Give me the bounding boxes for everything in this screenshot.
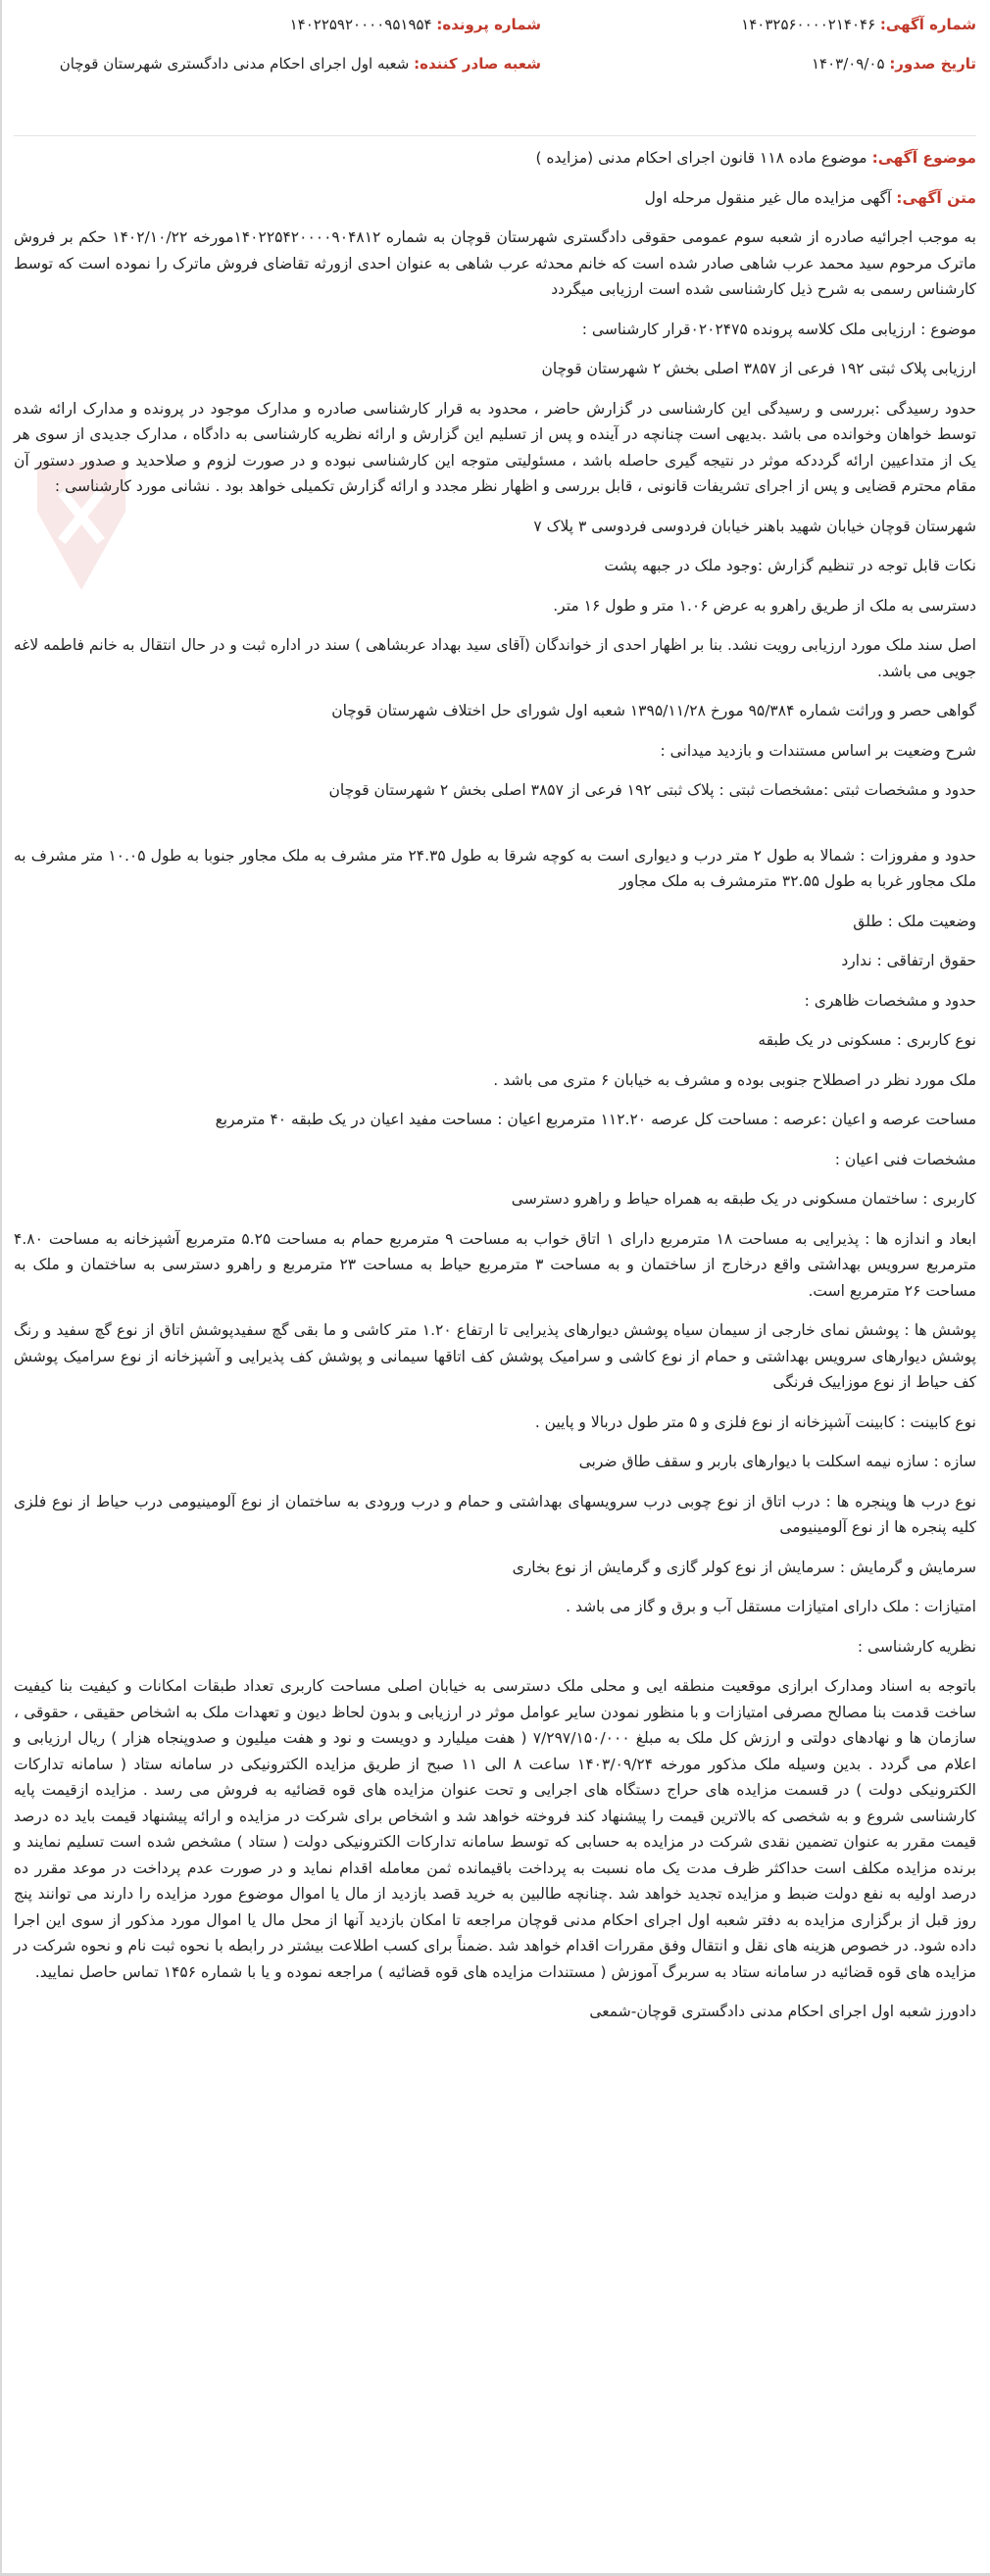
paragraph-hvac: سرمایش و گرمایش : سرمایش از نوع کولر گازی و گرمایش از نوع بخاری — [512, 1558, 976, 1576]
issuer-label: شعبه صادر کننده: — [414, 55, 541, 73]
paragraph-ownership: وضعیت ملک : طلق — [853, 912, 976, 930]
issuer: شعبه اول اجرای احکام مدنی دادگستری شهرستان قوچان — [59, 55, 410, 73]
paragraph-opinion: باتوجه به اسناد ومدارک ابرازی موقعیت منطقه ایی و محلی ملک دسترسی به خیابان اصلی مساحت کاربری تعداد طبقات امکانات و کیفیت بنا کیفیت ساخت قدمت بنا مصالح مصرفی امتیازات و با منظور نمودن سایر عوامل موثر در ارزیابی و بدون لحاظ دیون و تعهدات ملک به اشخاص حقیقی ، حقوقی ، سازمان ها و نهادهای دولتی و ارزش کل ملک به مبلغ ۷/۲۹۷/۱۵۰/۰۰۰ ( هفت میلیارد و دویست و نود و هفت میلیون و صدوپنجاه هزار ) ریال ارزیابی و اعلام می گردد . بدین وسیله ملک مذکور مورخه ۱۴۰۳/۰۹/۲۴ ساعت ۸ الی ۱۱ صبح از طریق مزایده الکترونیکی در سامانه ستاد ( سامانه تدارکات الکترونیکی دولت ) در قسمت مزایده های حراج دستگاه های اجرایی و تحت عنوان مزایده های قوه قضائیه به فروش می رسد . مزایده ازقیمت پایه کارشناسی شروع و به شخصی که بالاترین قیمت را پیشنهاد کند فروخته خواهد شد و اشخاص برای شرکت در مزایده و ارائه پیشنهاد قیمت باید ده درصد قیمت مقرر به عنوان تضمین نقدی شرکت در مزایده به حسابی که توسط سامانه تدارکات الکترونیکی دولت ( ستاد ) مشخص شده است تسلیم نمایند و برنده مزایده مکلف است حداکثر ظرف مدت یک ماه نسبت به پرداخت باقیمانده ثمن معامله اقدام نماید و در صورت عدم پرداخت در موعد مقرر ده درصد اولیه به نفع دولت ضبط و مزایده تجدید خواهد شد .چنانچه طالبین به خرید قصد بازدید از مال یا اموال موضوع مورد مزایده را دارند می توانند پنج روز قبل از برگزاری مزایده به دفتر شعبه اول اجرای احکام مدنی قوچان مراجعه تا امکان بازدید آنها از محل مال یا اموال مورد مذکور از سوی این اجرا داده شود. در خصوص هزینه های نقل و انتقال وفق مقررات اقدام خواهد شد .ضمناً برای کسب اطلاعت بیشتر در رابطه با نحوه ثبت نام و نحوه شرکت در مزایده های قوه قضائیه در سامانه ستاد به سربرگ آموزش ( مستندات مزایده های قوه قضائیه ) مراجعه نموده و یا با شماره ۱۴۵۶ تماس حاصل نمایید. — [14, 1677, 976, 1981]
left-border — [0, 0, 2, 2576]
paragraph-status-heading: شرح وضعیت بر اساس مستندات و بازدید میدانی : — [660, 741, 976, 760]
paragraph-inheritance: گواهی حصر و وراثت شماره ۹۵/۳۸۴ مورخ ۱۳۹۵/۱۱/۲۸ شعبه اول شورای حل اختلاف شهرستان قوچان — [331, 702, 976, 719]
paragraph-appearance-heading: حدود و مشخصات ظاهری : — [804, 991, 976, 1010]
paragraph-easement: حقوق ارتفاقی : ندارد — [841, 952, 976, 969]
paragraph-structure: سازه : سازه نیمه اسکلت با دیوارهای باربر و سقف طاق ضربی — [578, 1453, 976, 1470]
spacer — [14, 817, 976, 843]
subject-line — [14, 145, 976, 172]
paragraph-utilities: امتیازات : ملک دارای امتیازات مستقل آب و برق و گاز می باشد . — [566, 1598, 976, 1615]
issue-date-label: تاریخ صدور: — [889, 55, 976, 73]
subject-label: موضوع آگهی: — [871, 149, 976, 167]
paragraph-signature: دادورز شعبه اول اجرای احکام مدنی دادگستری قوچان-شمعی — [589, 2003, 976, 2020]
header-divider — [14, 135, 976, 136]
body-label: متن آگهی: — [896, 188, 976, 207]
paragraph-usage: نوع کاربری : مسکونی در یک طبقه — [758, 1031, 976, 1049]
case-number-label: شماره پرونده: — [436, 16, 541, 33]
paragraph-doors-windows: نوع درب ها وپنجره ها : درب اتاق از نوع چوبی درب سرویسهای بهداشتی و حمام و درب ورودی به ساختمان از نوع آلومینیومی درب حیاط از نوع فلزی کلیه پنجره ها از نوع آلومینیومی — [14, 1492, 976, 1536]
paragraph-registry: حدود و مشخصات ثبتی :مشخصات ثبتی : پلاک ثبتی ۱۹۲ فرعی از ۳۸۵۷ اصلی بخش ۲ شهرستان قوچان — [328, 781, 976, 799]
paragraph-access: دسترسی به ملک از طریق راهرو به عرض ۱.۰۶ متر و طول ۱۶ متر. — [553, 596, 976, 615]
paragraph-subject: موضوع : ارزیابی ملک کلاسه پرونده ۰۲۰۲۴۷۵قرار کارشناسی : — [581, 320, 976, 338]
case-number-row — [290, 16, 541, 33]
paragraph-finishes: پوشش ها : پوشش نمای خارجی از سیمان سیاه پوشش دیوارهای پذیرایی تا ارتفاع ۱.۲۰ متر کاشی و ما بقی گچ سفیدپوشش اتاق از نوع گچ سفید و رنگ پوشش دیوارهای سرویس بهداشتی و حمام از نوع کاشی و سرامیک پوشش کف اتاقها سیمانی و پوشش کف پذیرایی و آشپزخانه از نوع سرامیک پوشش کف حیاط از نوع موزاییک فرنگی — [14, 1321, 976, 1391]
issue-date: ۱۴۰۳/۰۹/۰۵ — [811, 55, 885, 73]
paragraph-cabinet: نوع کابینت : کابینت آشپزخانه از نوع فلزی و ۵ متر طول دربالا و پایین . — [534, 1412, 976, 1431]
paragraph-area: مساحت عرصه و اعیان :عرصه : مساحت کل عرصه ۱۱۲.۲۰ مترمربع اعیان : مساحت مفید اعیان در یک طبقه ۴۰ مترمربع — [215, 1111, 976, 1128]
paragraph-tech-heading: مشخصات فنی اعیان : — [834, 1150, 976, 1168]
body-title: آگهی مزایده مال غیر منقول مرحله اول — [644, 188, 892, 207]
issue-date-row — [812, 55, 976, 73]
issuer-row — [60, 55, 541, 73]
paragraph-address: شهرستان قوچان خیابان شهید باهنر خیابان فردوسی فردوسی ۳ پلاک ۷ — [533, 517, 976, 535]
subject-text: موضوع ماده ۱۱۸ قانون اجرای احکام مدنی (مزایده ) — [535, 149, 867, 167]
ad-number-row — [741, 16, 976, 33]
paragraph-notes: نکات قابل توجه در تنظیم گزارش :وجود ملک در جبهه پشت — [604, 557, 976, 574]
ad-number: ۱۴۰۳۲۵۶۰۰۰۰۲۱۴۰۴۶ — [741, 16, 876, 33]
ad-number-label: شماره آگهی: — [879, 16, 976, 33]
ad-content — [14, 145, 976, 2039]
paragraph-dimensions: ابعاد و اندازه ها : پذیرایی به مساحت ۱۸ مترمربع دارای ۱ اتاق خواب به مساحت ۹ مترمربع حمام به مساحت ۵.۲۵ مترمربع آشپزخانه به مساحت ۴.۸۰ مترمربع سرویس بهداشتی واقع درخارج از ساختمان و به مساحت ۳ مترمربع حیاط به مساحت ۲۳ مترمربع و راهرو دسترسی به ساختمان و ملک به مساحت ۲۶ مترمربع است. — [14, 1229, 976, 1300]
paragraph-intro: به موجب اجرائیه صادره از شعبه سوم عمومی حقوقی دادگستری شهرستان قوچان به شماره ۱۴۰۲۲۵۴۲۰۰۰۰۹۰۴۸۱۲مورخه ۱۴۰۲/۱۰/۲۲ حکم بر فروش ماترک مرحوم سید محمد عرب شاهی صادر شده است که خانم محدثه عرب شاهی به عنوان احدی ازورثه تقاضای فروش ماترک را نموده است که توسط کارشناس رسمی به شرح ذیل کارشناسی شده است ارزیابی میگردد — [14, 228, 976, 298]
paragraph-plaque: ارزیابی پلاک ثبتی ۱۹۲ فرعی از ۳۸۵۷ اصلی بخش ۲ شهرستان قوچان — [541, 360, 976, 377]
paragraph-deed: اصل سند ملک مورد ارزیابی رویت نشد. بنا بر اظهار احدی از خواندگان (آقای سید بهداد عربشاهی ) سند در اداره ثبت و در حال انتقال به خانم فاطمه لاغه جویی می باشد. — [14, 636, 976, 680]
paragraph-boundaries: حدود و مفروزات : شمالا به طول ۲ متر درب و دیواری است به کوچه شرقا به طول ۲۴.۳۵ متر مشرف به ملک مجاور جنوبا به طول ۱۰.۰۵ متر مشرف به ملک مجاور غربا به طول ۳۲.۵۵ مترمشرف به ملک مجاور — [14, 846, 977, 890]
case-number: ۱۴۰۲۲۵۹۲۰۰۰۰۹۵۱۹۵۴ — [289, 16, 432, 33]
paragraph-building-usage: کاربری : ساختمان مسکونی در یک طبقه به همراه حیاط و راهرو دسترسی — [511, 1190, 976, 1208]
paragraph-orientation: ملک مورد نظر در اصطلاح جنوبی بوده و مشرف به خیابان ۶ متری می باشد . — [493, 1070, 976, 1089]
paragraph-scope: حدود رسیدگی :بررسی و رسیدگی این کارشناسی در گزارش حاضر ، محدود به قرار کارشناسی صادره و مدارک موجود در پرونده و مدارک ارائه شده توسط خواهان وخوانده می باشد .بدیهی است چنانچه در آینده و پس از تسلیم این گزارش و ارائه نظریه کارشناسی به دادگاه ، مدارک جدیدی از سوی هر یک از متداعیین ارائه گرددکه موثر در نتیجه گیری حاصله باشد ، مسئولیتی متوجه این کارشناسی نبوده و در صورت لزوم و صلاحدید و صدور دستور آن مقام محترم قضایی و پس از اجرای تشریفات قانونی ، قابل بررسی و اظهار نظر مجدد و ارائه گزارش تکمیلی خواهد بود . نشانی مورد کارشناسی : — [14, 399, 976, 495]
body-title-line — [14, 185, 976, 212]
paragraph-opinion-heading: نظریه کارشناسی : — [857, 1637, 976, 1656]
